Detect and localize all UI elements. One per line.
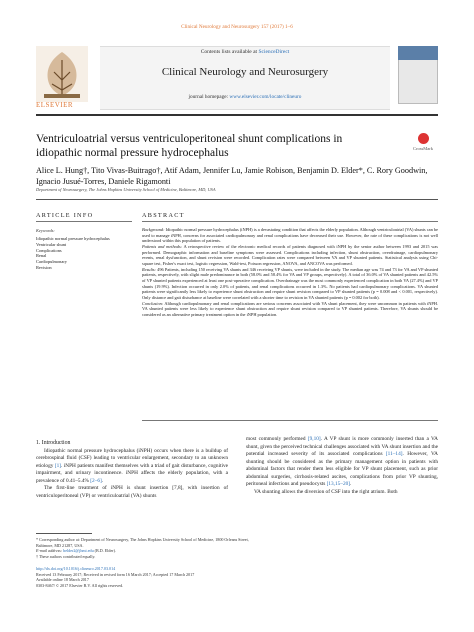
online-date: Available online 18 March 2017: [36, 577, 89, 583]
contents-line: [100, 49, 390, 55]
doi-link[interactable]: http://dx.doi.org/10.1016/j.clineuro.2017.03.014: [36, 566, 116, 571]
abstract-label: Results:: [142, 266, 156, 272]
journal-title: Clinical Neurology and Neurosurgery: [161, 66, 329, 78]
abstract-conclusion: Conclusion: Although cardiopulmonary and renal complications are serious concerns associated with VA shunt placement, they were uncommon in patients with iNPH. VA shunted patients were less likely to experience shunt obstruction and require shunt revision compared to VP shunted patients. Therefore, VA shunts should be considered as an alternative primary treatment option in the iNPH population.: [142, 300, 438, 317]
running-header: Clinical Neurology and Neurosurgery 157 (2017) 1–6: [181, 24, 293, 30]
journal-header-panel: [100, 46, 390, 110]
sciencedirect-link[interactable]: ScienceDirect: [258, 49, 290, 55]
keyword: Ventricular shunt: [36, 241, 67, 247]
abstract-rule: [142, 221, 438, 222]
abstract-results: Results: 496 Patients, including 150 receiving VA shunts and 346 receiving VP shunts, were included in the study. The median age was 74 and 73 for VA and VP shunted patients, respectively, with slight male predominance in both (58.0% and 58.4% for VA and VP groups, respectively). A total of 36.0% of VA shunted patients and 42.5% of VP shunted patients experienced at least one post-operative complication. Overdrainage was the most commonly experienced complication in both VA (27.4%) and VP shunts (19.9%). Infection occurred in only 2.0% of patients, and renal complications occurred in 1.3%. No patients had cardiopulmonary complications. VA shunted patients were significantly less likely to experience shunt obstruction and require shunt revision compared to VP shunted patients (p = 0.008 and < 0.001, respectively). Only distance and gait disturbance at baseline were correlated with a shorter time to revision in VA shunted patients (p = 0.002 for both).: [142, 266, 438, 300]
elsevier-logo: [36, 46, 88, 102]
abstract-methods: Patients and methods: A retrospective review of the electronic medical records of patients diagnosed with iNPH by the senior author between 1993 and 2015 was performed. Demographic information and baseline symptoms were assessed. Complications including infection, shunt obstruction, overdrainage, cardiopulmonary events, renal dysfunction, and shunt revision were recorded. Complication rates were compared between VA and VP shunted patients. Statistical analysis using Chi-square test, Fisher's exact test, logistic regression, Wald-test, Poisson regression, ANOVA, and ANCOVA was performed.: [142, 243, 438, 266]
keyword: Renal: [36, 253, 47, 259]
citation-link[interactable]: [2–6]: [90, 477, 102, 484]
keyword: Revision: [36, 264, 52, 270]
body-column-right: [246, 436, 438, 496]
keywords-list: [36, 236, 136, 271]
abstract-body: [142, 227, 438, 318]
journal-cover-band: [398, 46, 438, 60]
body-column-left: [36, 440, 228, 500]
footnote-rule: [36, 533, 92, 534]
body-paragraph: VA shunting allows the diversion of CSF into the right atrium. Both: [254, 488, 398, 495]
crossmark-icon: [418, 133, 429, 144]
journal-homepage: [100, 94, 390, 100]
keyword: Idiopathic normal pressure hydrocephalus: [36, 236, 110, 241]
homepage-link[interactable]: www.elsevier.com/locate/clineuro: [229, 94, 302, 100]
publisher-name: ELSEVIER: [36, 101, 74, 109]
email-note: E-mail address: belder2@jhmi.edu (B.D. Elder).: [36, 548, 117, 554]
citation-link[interactable]: [11–14]: [385, 451, 403, 457]
publication-info: [36, 566, 276, 588]
author-list: Alice L. Hung†, Tito Vivas-Buitrago†, Atif Adam, Jennifer Lu, Jamie Robison, Benjamin D. Elder*, C. Rory Goodwin, Ignacio Jusué-Torres, Daniele Rigamonti: [36, 166, 428, 186]
crossmark-label: CrossMark: [413, 146, 433, 151]
crossmark-badge[interactable]: [408, 133, 438, 151]
abstract-end-rule: [142, 420, 438, 421]
abstract-label: Background:: [142, 227, 165, 232]
affiliation: Department of Neurosurgery, The Johns Hopkins University School of Medicine, Baltimore, MD, USA: [36, 187, 216, 192]
section-heading: 1. Introduction: [36, 440, 71, 446]
citation-link[interactable]: [13,15–20]: [326, 481, 351, 487]
copyright: 0303-8467/ © 2017 Elsevier B.V. All rights reserved.: [36, 582, 124, 588]
article-title: Ventriculoatrial versus ventriculoperitoneal shunt complications in idiopathic normal pressure hydrocephalus: [36, 133, 343, 159]
email-link[interactable]: belder2@jhmi.edu: [63, 548, 94, 554]
section-rule: [36, 199, 438, 200]
body-paragraph: most commonly performed [9,10]. A VP shunt is more commonly inserted than a VA shunt, given the perceived technical challenges associated with VA shunt insertion and the potential increased severity of its associated complications [11–14]. However, VA shunting should be considered as the primary management option in patients with abdominal factors that render them less eligible for VP shunt placement, such as prior abdominal surgeries, cirrhosis-related ascites, complications from prior VP shunting, peritoneal infections and pseudocysts [13,15–20].: [246, 436, 438, 487]
keywords-label: Keywords:: [36, 228, 55, 233]
abstract-label: Patients and methods:: [142, 243, 183, 249]
abstract-label: Conclusion:: [142, 300, 164, 306]
abstract-background: Background: Idiopathic normal pressure hydrocephalus (iNPH) is a devastating condition that affects the elderly population. Although ventriculoatrial (VA) shunts can be used to manage iNPH, concerns for associated cardiopulmonary and renal complications have decreased their use. However, the rate of these complications is not well understood within this population of patients.: [142, 227, 438, 244]
corresponding-author-note: * Corresponding author at: Department of Neurosurgery, The Johns Hopkins University School of Medicine, 1800 Orleans Street, Baltimore, MD 21287, USA.: [36, 537, 249, 548]
article-info-heading: ARTICLE INFO: [36, 212, 94, 219]
contents-prefix: Contents lists available at: [200, 49, 259, 55]
body-paragraph: The first-line treatment of iNPH is shunt insertion [7,8], with insertion of ventriculoperitoneal (VP) or ventriculoatrial (VA) shunts: [36, 485, 228, 499]
article-info-rule: [36, 221, 132, 222]
abstract-heading: ABSTRACT: [142, 212, 185, 219]
citation-link[interactable]: [9,10]: [307, 436, 321, 442]
keyword: Complications: [36, 247, 62, 253]
homepage-prefix: journal homepage:: [188, 94, 230, 100]
citation-link[interactable]: [1]: [54, 462, 62, 469]
footnotes: [36, 537, 266, 559]
equal-contribution-note: † These authors contributed equally.: [36, 553, 96, 559]
keyword: Cardiopulmonary: [36, 259, 67, 265]
header-rule: [36, 114, 438, 116]
body-paragraph: Idiopathic normal pressure hydrocephalus (iNPH) occurs when there is a buildup of cerebrospinal fluid (CSF) leading to ventricular enlargement, secondary to an unknown etiology [1]. iNPH patients manifest themselves with a triad of gait disturbance, cognitive impairment, and urinary incontinence. iNPH affects the elderly population, with a prevalence of 0.41–5.4% [2–6].: [36, 447, 228, 484]
received-dates: Received 13 February 2017; Received in revised form 16 March 2017; Accepted 17 March 2017: [36, 571, 195, 577]
